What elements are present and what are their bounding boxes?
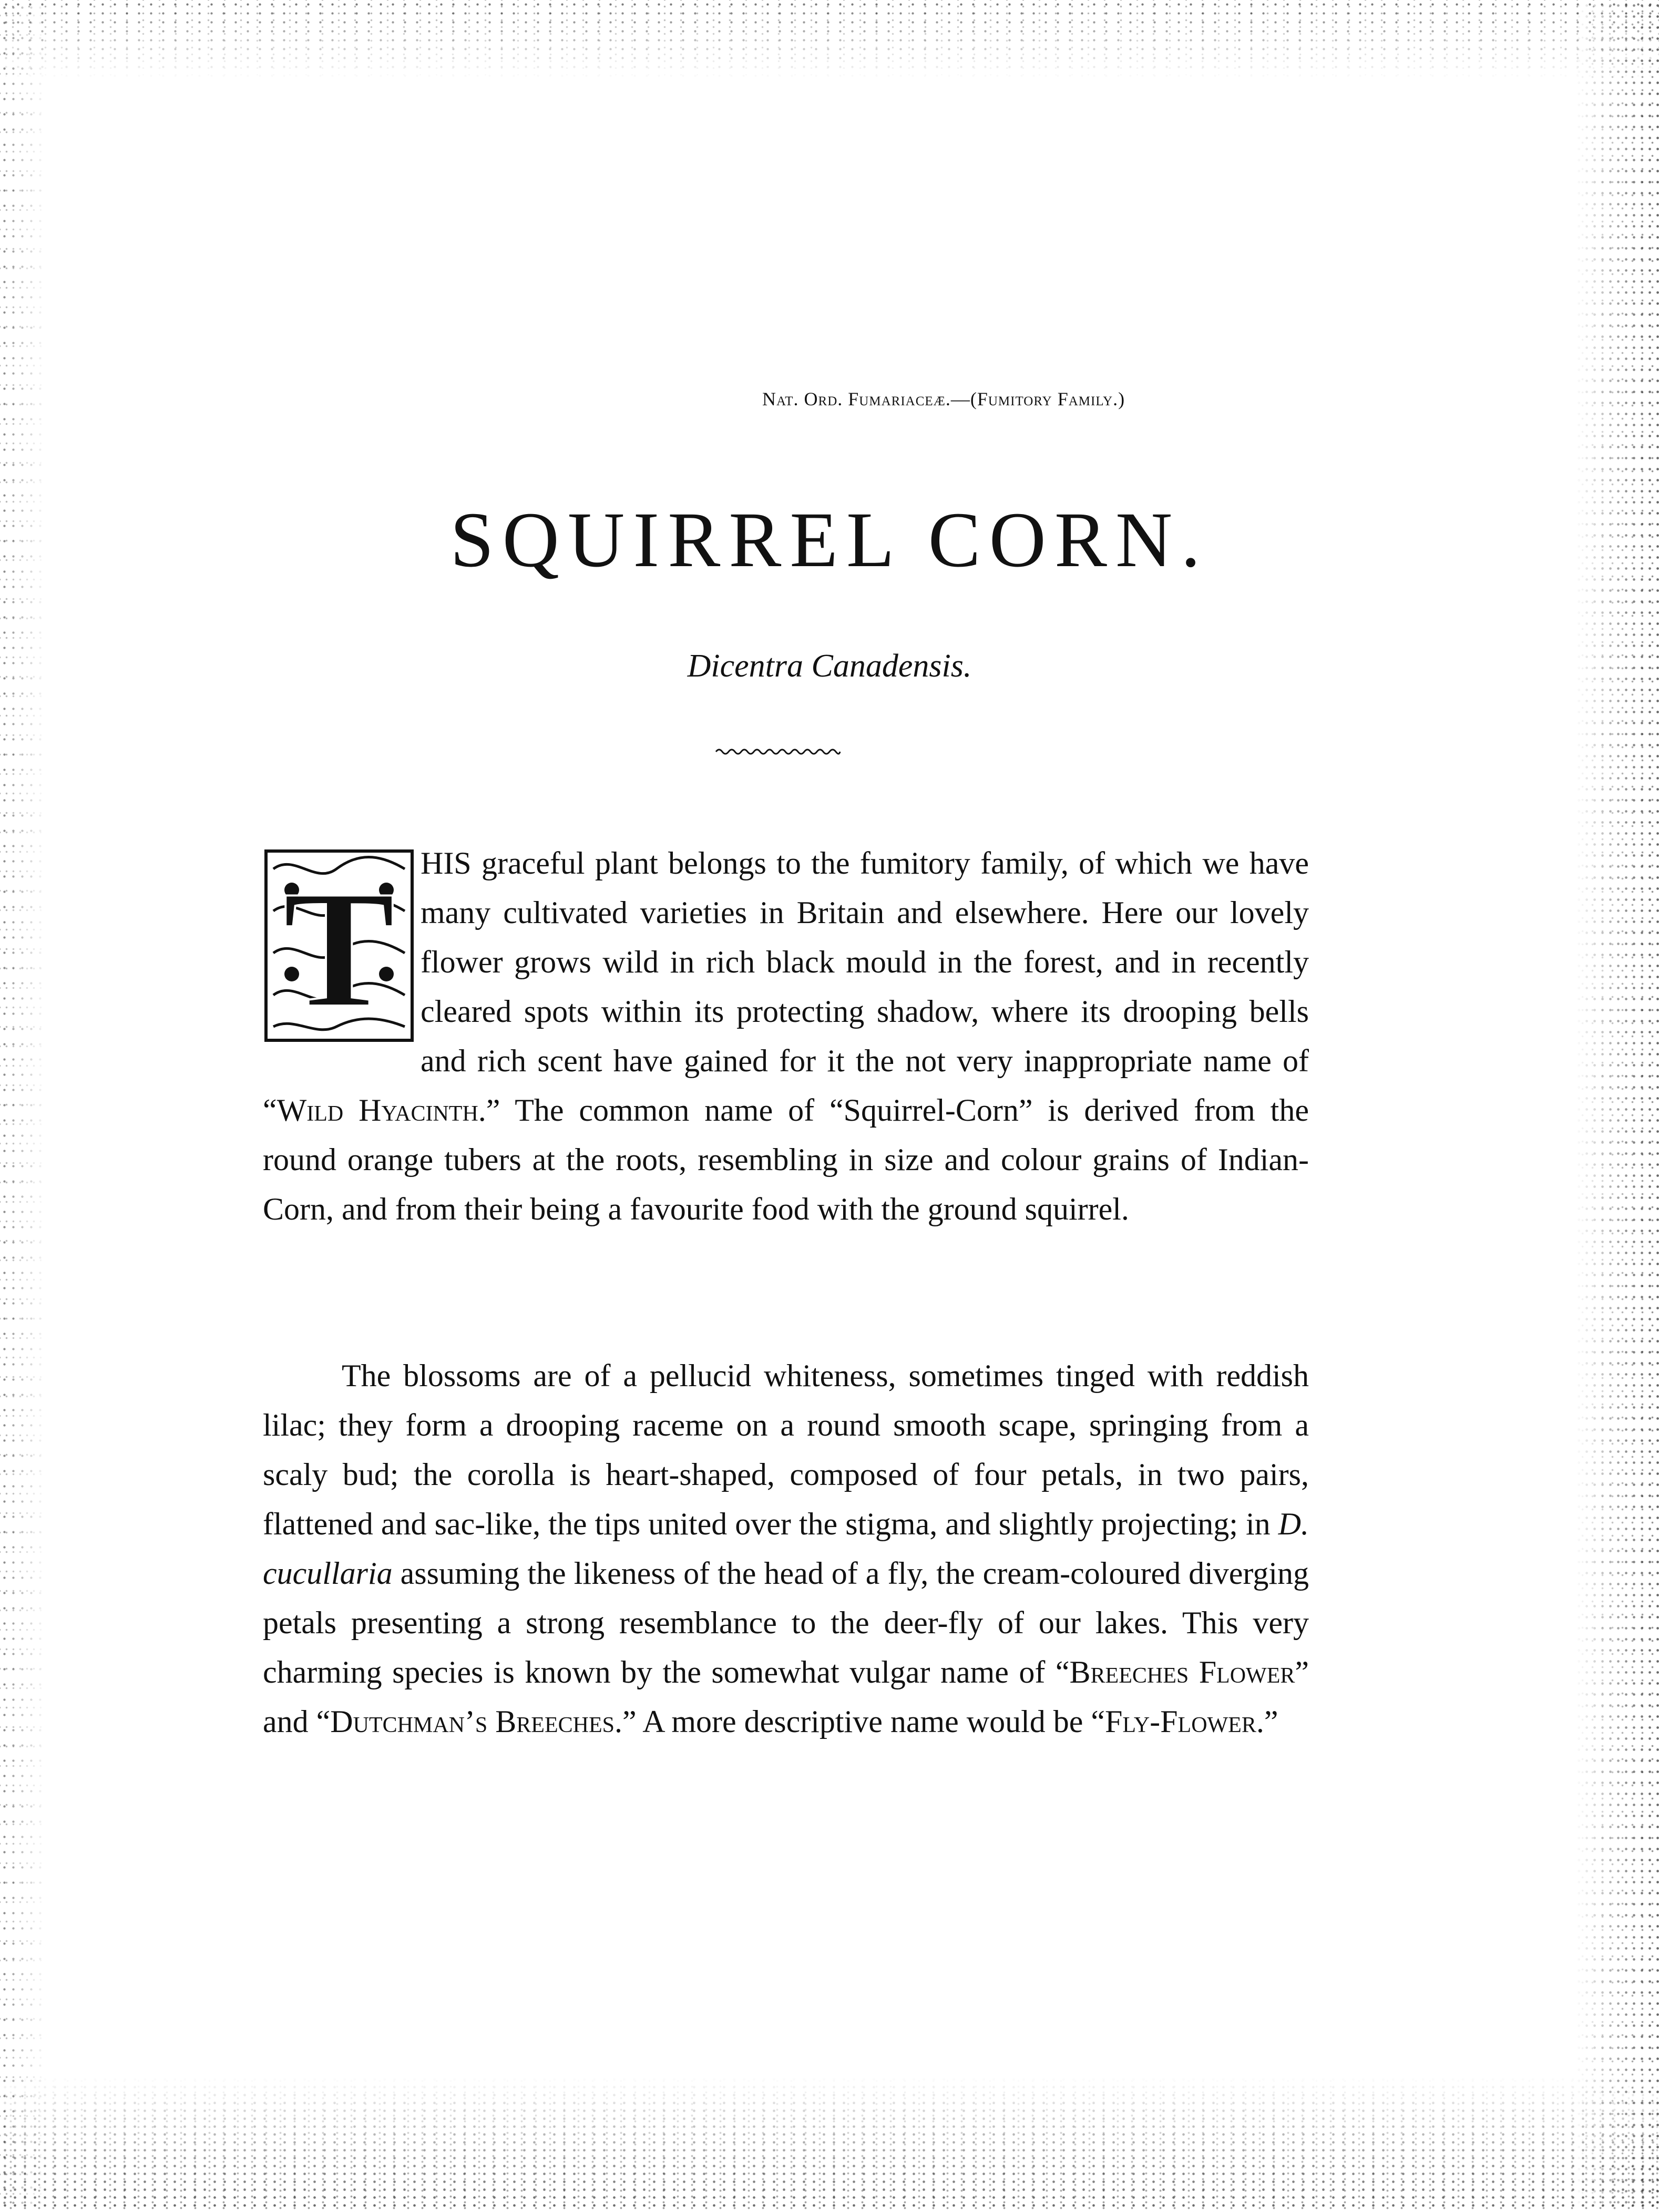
ornamental-dropcap bbox=[263, 848, 415, 1043]
breeches-flower-name: Breeches Flower bbox=[1069, 1655, 1295, 1689]
dropcap-letter: T bbox=[283, 856, 395, 1042]
page-title-text: SQUIRREL CORN. bbox=[450, 496, 1209, 583]
wild-hyacinth-name: Wild Hyacinth. bbox=[276, 1093, 486, 1128]
paragraph-2-text-d: ” A more descriptive name would be “ bbox=[622, 1704, 1105, 1739]
paragraph-1-text-b: ” The common name of “Squirrel-Corn” is derived from the round orange tubers at the roots, resembling in size and colour grains of Indian-Corn, and from their being a favourite food with the ground squirrel. bbox=[263, 1093, 1309, 1226]
natural-order-heading: Nat. Ord. Fumariaceæ.—(Fumitory Family.) bbox=[762, 388, 1125, 409]
page-title bbox=[0, 496, 1659, 583]
paragraph-2-text-a: The blossoms are of a pellucid whiteness, sometimes tinged with reddish lilac; they form a drooping raceme on a round smooth scape, springing from a scaly bud; the corolla is heart-shaped, composed of four petals, in two pairs, flattened and sac-like, the tips united over the stigma, and slightly projecting; in bbox=[263, 1358, 1309, 1541]
page-edge-bottom bbox=[0, 2075, 1659, 2212]
fly-flower-name: Fly-Flower. bbox=[1105, 1704, 1264, 1739]
wavy-rule-ornament bbox=[715, 745, 841, 758]
species-name-italic: D. cucullaria bbox=[263, 1507, 1309, 1591]
paragraph-1-text-a: HIS graceful plant belongs to the fumitory family, of which we have many cultivated varieties in Britain and elsewhere. Here our lovely flower grows wild in rich black mould in the forest, and in recently cleared spots within its protecting shadow, where its drooping bells and rich scent have gained for it the not very inappropriate name of “ bbox=[263, 846, 1309, 1128]
paragraph-2 bbox=[263, 1351, 1309, 1746]
paragraph-1 bbox=[263, 838, 1309, 1234]
botanical-name: Dicentra Canadensis. bbox=[687, 648, 972, 684]
page-edge-right bbox=[1575, 0, 1659, 2212]
paragraph-2-text-c: ” and “ bbox=[263, 1655, 1309, 1739]
page-edge-left bbox=[0, 0, 47, 2212]
paragraph-2-text-e: ” bbox=[1264, 1704, 1278, 1739]
paragraph-2-text-b: assuming the likeness of the head of a fly, the cream-coloured diverging petals presenting a strong resemblance to the deer-fly of our lakes. This very charming species is known by the somewhat vulgar name of “ bbox=[263, 1556, 1309, 1689]
dutchmans-breeches-name: Dutchman’s Breeches. bbox=[330, 1704, 622, 1739]
page-edge-top bbox=[0, 0, 1659, 79]
